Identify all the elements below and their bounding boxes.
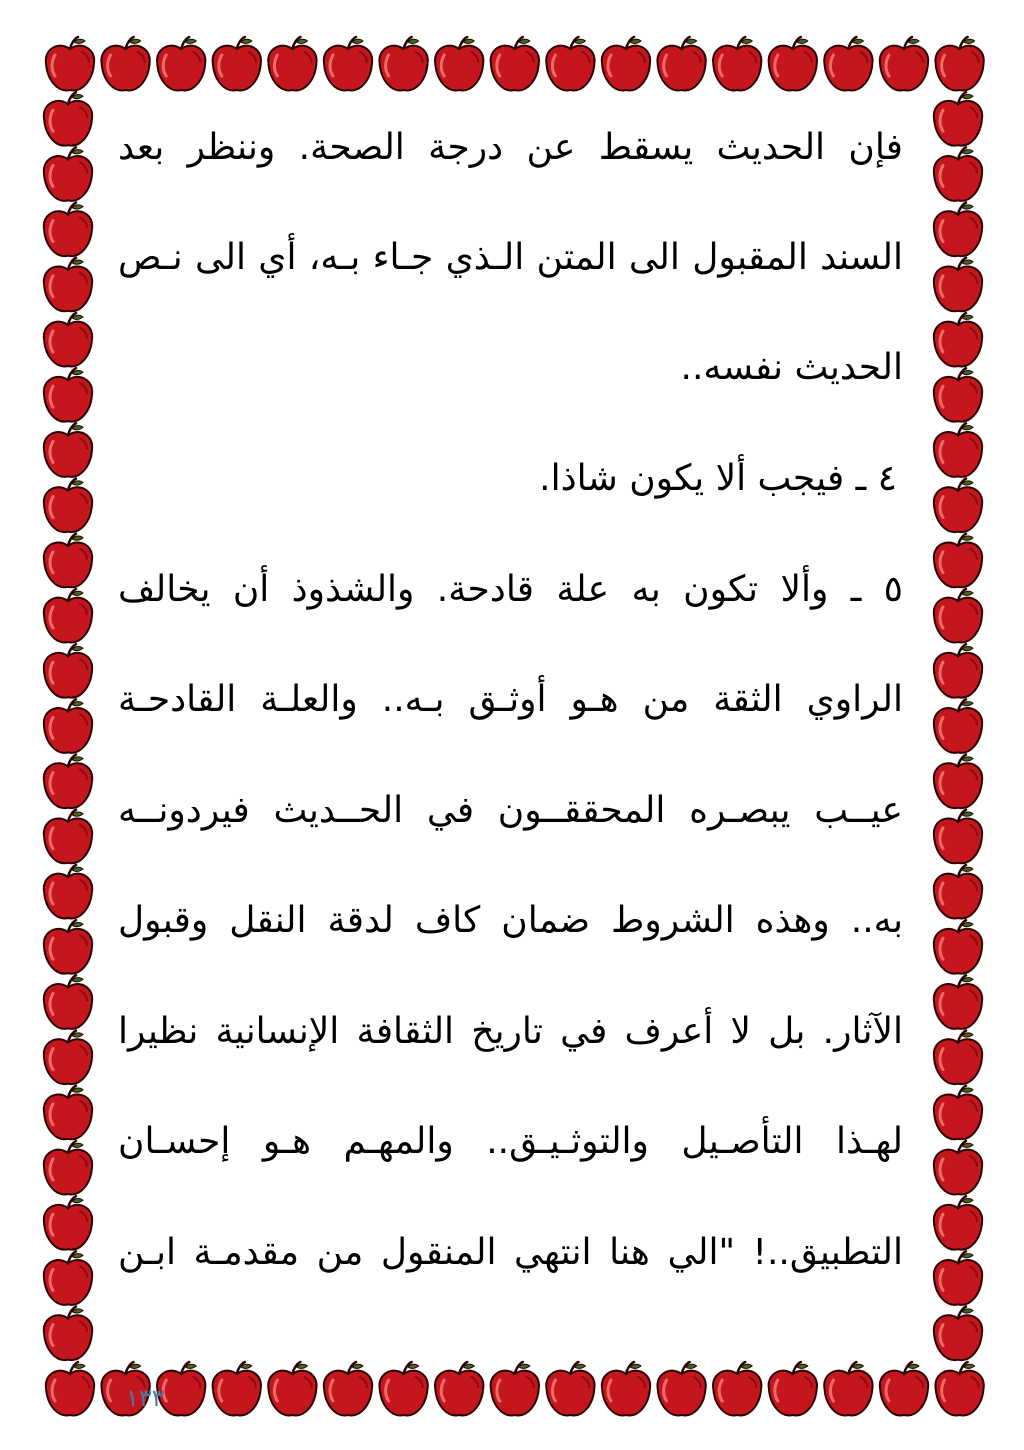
apple-icon	[934, 479, 982, 532]
apple-icon	[44, 1141, 92, 1194]
apple-icon	[44, 423, 92, 476]
apple-icon	[44, 644, 92, 697]
apple-icon	[46, 37, 94, 90]
apple-icon	[934, 1307, 982, 1360]
apple-icon	[491, 37, 539, 90]
apple-icon	[934, 1141, 982, 1194]
apple-icon	[44, 1031, 92, 1084]
apple-icon	[934, 1251, 982, 1304]
text-line-8: به.. وهذه الشروط ضمان كاف لدقة النقل وقبول	[118, 900, 903, 941]
apple-icon	[934, 423, 982, 476]
apple-icon	[934, 147, 982, 200]
apple-icon	[44, 1251, 92, 1304]
apple-icon	[44, 1307, 92, 1360]
apple-icon	[602, 1362, 650, 1415]
apple-icon	[934, 975, 982, 1028]
apple-icon	[769, 1362, 817, 1415]
text-line-3: الحديث نفسه..	[680, 347, 903, 388]
apple-icon	[44, 699, 92, 752]
apple-icon	[935, 1362, 983, 1415]
apple-icon	[213, 37, 261, 90]
apple-icon	[769, 37, 817, 90]
apple-icon	[435, 1362, 483, 1415]
apple-icon	[934, 368, 982, 421]
apple-icon	[934, 920, 982, 973]
apple-icon	[44, 1196, 92, 1249]
apple-icon	[880, 37, 928, 90]
apple-icon	[379, 1362, 427, 1415]
apple-icon	[934, 755, 982, 808]
apple-icon	[934, 1031, 982, 1084]
apple-icon	[44, 975, 92, 1028]
apple-icon	[934, 1086, 982, 1139]
apple-icon	[934, 699, 982, 752]
apple-icon	[44, 203, 92, 256]
apple-icon	[44, 589, 92, 642]
apple-icon	[44, 534, 92, 587]
apple-icon	[934, 258, 982, 311]
apple-icon	[657, 1362, 705, 1415]
apple-icon	[213, 1362, 261, 1415]
apple-icon	[44, 313, 92, 366]
apple-icon	[934, 313, 982, 366]
apple-icon	[934, 203, 982, 256]
text-line-11: التطبيق..! "الي هنا انتهي المنقول من مقدمـة ابـن	[118, 1232, 903, 1273]
apple-icon	[44, 755, 92, 808]
apple-icon	[713, 37, 761, 90]
apple-icon	[44, 1086, 92, 1139]
apple-icon	[934, 865, 982, 918]
apple-icon	[713, 1362, 761, 1415]
apple-icon	[324, 37, 372, 90]
apple-icon	[44, 368, 92, 421]
apple-icon	[934, 810, 982, 863]
apple-icon	[546, 37, 594, 90]
apple-icon	[44, 258, 92, 311]
apple-icon	[435, 37, 483, 90]
text-line-7: عيــب يبصـره المحققــون في الحــديث فيردونــه	[118, 790, 903, 831]
apple-icon	[934, 534, 982, 587]
apple-icon	[824, 1362, 872, 1415]
page-number: ١٣٣	[126, 1384, 165, 1412]
apple-icon	[934, 92, 982, 145]
apple-icon	[934, 1196, 982, 1249]
apple-icon	[268, 1362, 316, 1415]
text-line-1: فإن الحديث يسقط عن درجة الصحة. وننظر بعد	[118, 127, 903, 168]
apple-icon	[379, 37, 427, 90]
apple-icon	[44, 92, 92, 145]
text-line-6: الراوي الثقة من هـو أوثـق بـه.. والعلـة القادحـة	[118, 679, 903, 720]
apple-icon	[491, 1362, 539, 1415]
apple-icon	[44, 865, 92, 918]
apple-icon	[935, 37, 983, 90]
text-line-10: لهـذا التأصـيل والتوثـيـق.. والمهـم هـو إحسـان	[118, 1121, 903, 1162]
apple-icon	[657, 37, 705, 90]
apple-icon	[880, 1362, 928, 1415]
apple-icon	[157, 37, 205, 90]
apple-icon	[101, 37, 149, 90]
apple-icon	[44, 479, 92, 532]
apple-icon	[324, 1362, 372, 1415]
apple-icon	[46, 1362, 94, 1415]
apple-icon	[546, 1362, 594, 1415]
text-line-9: الآثار. بل لا أعرف في تاريخ الثقافة الإنسانية نظيرا	[118, 1011, 903, 1052]
apple-icon	[268, 37, 316, 90]
apple-icon	[44, 810, 92, 863]
apple-icon	[602, 37, 650, 90]
apple-icon	[44, 147, 92, 200]
numbered-item-4: ٤ ـ فيجب ألا يكون شاذا.	[539, 458, 897, 499]
apple-icon	[824, 37, 872, 90]
numbered-item-5: ٥ ـ وألا تكون به علة قادحة. والشذوذ أن يخالف	[118, 569, 903, 610]
apple-icon	[934, 644, 982, 697]
apple-icon	[934, 589, 982, 642]
apple-icon	[44, 920, 92, 973]
text-line-2: السند المقبول الى المتن الـذي جـاء بـه، أي الى نـص	[118, 237, 903, 278]
